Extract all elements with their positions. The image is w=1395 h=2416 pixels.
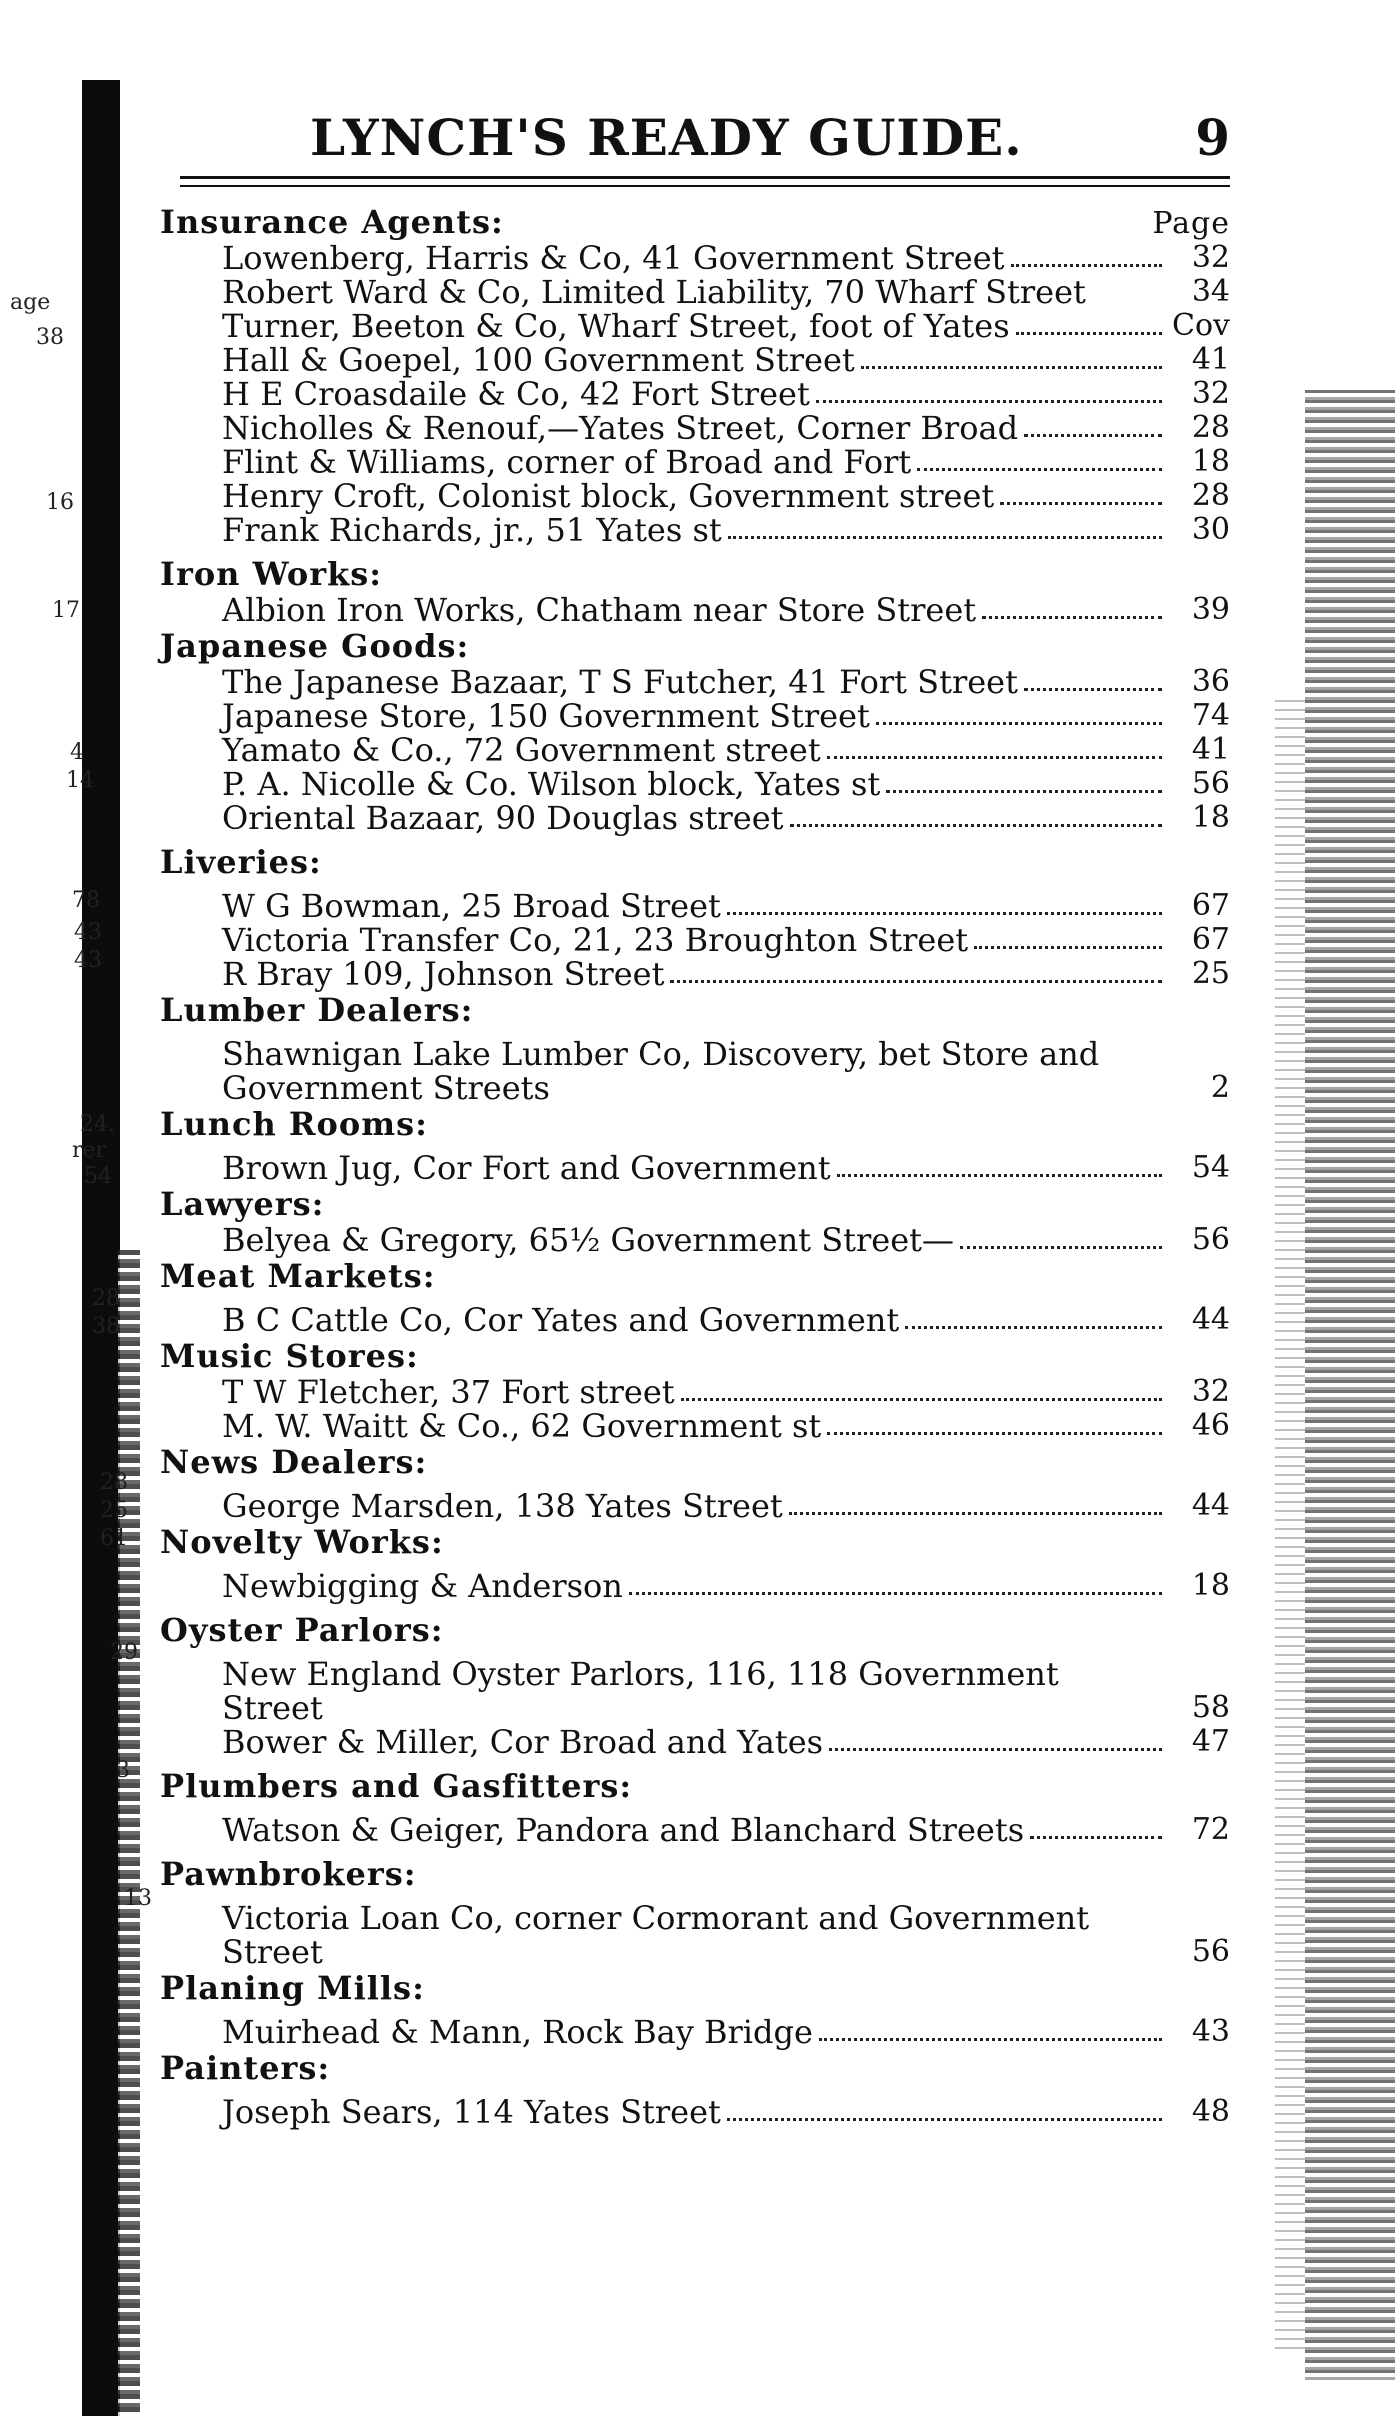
listing-page: 43 [1191,2014,1230,2049]
gutter-text: 16 [46,490,74,515]
running-title: LYNCH'S READY GUIDE. [310,108,1023,167]
listing-page: Cov [1172,308,1230,343]
listing [160,411,1230,445]
listing [160,1813,1230,1847]
listing [160,2015,1230,2049]
leader-dots [876,722,1162,725]
gutter-text: 28 [92,1286,120,1311]
heading-text: Insurance Agents: [160,203,504,241]
listing-page: 67 [1191,922,1230,957]
listing-text: Bower & Miller, Cor Broad and Yates [222,1723,824,1761]
listing-page: 25 [1191,956,1230,991]
header-rule-thin [180,185,1230,187]
listing [160,1375,1230,1409]
heading-text: Japanese Goods: [160,627,470,665]
leader-dots [790,824,1162,827]
listing-page: 54 [1191,1150,1230,1185]
heading-text: Iron Works: [160,555,383,593]
listing-page: 74 [1191,698,1230,733]
directory-page [160,100,1230,2129]
category-heading [160,627,1230,665]
listing-page: 47 [1191,1724,1230,1759]
heading-text: Music Stores: [160,1337,419,1375]
listing [160,665,1230,699]
leader-dots [829,1748,1162,1751]
gutter-text: 78 [72,888,100,913]
listing [160,767,1230,801]
listing-text: Henry Croft, Colonist block, Government street [222,477,995,515]
listing-text: T W Fletcher, 37 Fort street [222,1373,675,1411]
page-edge-right [1305,390,1395,2380]
listing-page: 48 [1191,2094,1230,2129]
listing-page: 39 [1191,592,1230,627]
gutter-text: 14 [66,768,94,793]
listing-page: 18 [1191,1568,1230,1603]
listing [160,1657,1230,1725]
listing [160,1725,1230,1759]
listing [160,377,1230,411]
leader-dots [1016,332,1162,335]
listing-text: Muirhead & Mann, Rock Bay Bridge [222,2013,813,2051]
listing-page: 72 [1191,1812,1230,1847]
heading-text: Lunch Rooms: [160,1105,428,1143]
listing-text: Hall & Goepel, 100 Government Street [222,341,855,379]
heading-text: News Dealers: [160,1443,428,1481]
listing-page: 36 [1191,664,1230,699]
listing [160,1901,1230,1969]
listing [160,1569,1230,1603]
listing [160,1223,1230,1257]
gutter-text: 25 [100,1498,128,1523]
header-rule [180,176,1230,179]
gutter-text: 3 [116,1758,130,1783]
listing-text: R Bray 109, Johnson Street [222,955,665,993]
listing-page: 28 [1191,478,1230,513]
category-heading [160,1185,1230,1223]
gutter-text: age [10,290,51,315]
category-heading [160,1105,1230,1143]
listing [160,889,1230,923]
page-header [160,100,1230,170]
listing-page: 32 [1191,376,1230,411]
page-column-label: Page [1152,206,1230,241]
listing-page: 2 [1210,1070,1230,1105]
listing-text: Albion Iron Works, Chatham near Store Street [222,591,977,629]
leader-dots [728,536,1162,539]
listing-page: 56 [1191,1222,1230,1257]
listing [160,241,1230,275]
leader-dots [960,1246,1162,1249]
listing-text: Newbigging & Anderson [222,1567,623,1605]
gutter-text: 61 [100,1526,128,1551]
gutter-text: 24. [80,1112,115,1137]
listing-page: 18 [1191,800,1230,835]
listing-page: 41 [1191,342,1230,377]
listing-text: Flint & Williams, corner of Broad and Fort [222,443,912,481]
category-heading [160,1443,1230,1481]
listing-page: 30 [1191,512,1230,547]
heading-text: Novelty Works: [160,1523,444,1561]
category-heading [160,203,1230,241]
listing [160,513,1230,547]
listing [160,275,1230,309]
category-heading [160,1337,1230,1375]
listing-text: B C Cattle Co, Cor Yates and Government [222,1301,900,1339]
heading-text: Plumbers and Gasfitters: [160,1767,633,1805]
category-heading [160,843,1230,881]
category-heading [160,1969,1230,2007]
listing-text: George Marsden, 138 Yates Street [222,1487,783,1525]
leader-dots [886,790,1162,793]
listing-text: W G Bowman, 25 Broad Street [222,887,721,925]
category-heading [160,2049,1230,2087]
listing [160,1489,1230,1523]
listing [160,2095,1230,2129]
page-number: 9 [1195,108,1230,167]
leader-dots [905,1326,1162,1329]
listing [160,733,1230,767]
heading-text: Pawnbrokers: [160,1855,417,1893]
category-heading [160,555,1230,593]
listing-text: Watson & Geiger, Pandora and Blanchard Streets [222,1811,1025,1849]
leader-dots [827,1432,1162,1435]
leader-dots [982,616,1162,619]
listing [160,699,1230,733]
listing-text: Japanese Store, 150 Government Street [222,697,870,735]
listing-page: 58 [1191,1690,1230,1725]
leader-dots [727,2118,1162,2121]
listing-text: The Japanese Bazaar, T S Futcher, 41 Fort Street [222,663,1018,701]
listing-page: 46 [1191,1408,1230,1443]
listing-page: 34 [1191,274,1230,309]
category-heading [160,1855,1230,1893]
leader-dots [727,912,1162,915]
listing-text: Nicholles & Renouf,—Yates Street, Corner Broad [222,409,1019,447]
heading-text: Planing Mills: [160,1969,425,2007]
listing-page: 56 [1191,1934,1230,1969]
listing [160,957,1230,991]
binding-edge [118,1250,140,2416]
listing [160,479,1230,513]
leader-dots [1030,1836,1162,1839]
category-heading [160,991,1230,1029]
heading-text: Meat Markets: [160,1257,436,1295]
listing-page: 28 [1191,410,1230,445]
gutter-text: 29 [110,1640,138,1665]
leader-dots [1024,688,1162,691]
gutter-text: 38 [36,325,64,350]
heading-text: Painters: [160,2049,331,2087]
listing-text: Victoria Transfer Co, 21, 23 Broughton Street [222,921,969,959]
listing-text: Yamato & Co., 72 Government street [222,731,821,769]
leader-dots [837,1174,1162,1177]
gutter-text: 4 [70,740,84,765]
category-heading [160,1611,1230,1649]
leader-dots [789,1512,1162,1515]
gutter-text: rer [72,1138,107,1163]
book-spine-shadow [82,80,120,2416]
listing [160,801,1230,835]
listing-text: Shawnigan Lake Lumber Co, Discovery, bet Store and Government Streets [222,1035,1100,1107]
listing-text: Oriental Bazaar, 90 Douglas street [222,799,784,837]
leader-dots [974,946,1162,949]
listing-page: 67 [1191,888,1230,923]
listing [160,309,1230,343]
listing [160,1037,1230,1105]
listing-text: P. A. Nicolle & Co. Wilson block, Yates st [222,765,881,803]
listing [160,1409,1230,1443]
listing [160,445,1230,479]
leader-dots [670,980,1162,983]
listing [160,923,1230,957]
gutter-text: 54 [84,1164,112,1189]
listing [160,593,1230,627]
category-heading [160,1767,1230,1805]
leader-dots [1024,434,1162,437]
listing-text: Turner, Beeton & Co, Wharf Street, foot of Yates [222,307,1010,345]
category-heading [160,1257,1230,1295]
leader-dots [1011,264,1162,267]
category-heading [160,1523,1230,1561]
listing-text: Robert Ward & Co, Limited Liability, 70 Wharf Street [222,273,1086,311]
leader-dots [1000,502,1162,505]
leader-dots [917,468,1162,471]
listing [160,343,1230,377]
gutter-text: 17 [52,598,80,623]
heading-text: Lawyers: [160,1185,325,1223]
listing-text: Victoria Loan Co, corner Cormorant and Government Street [222,1899,1090,1971]
leader-dots [816,400,1162,403]
listing-text: Brown Jug, Cor Fort and Government [222,1149,831,1187]
listing [160,1303,1230,1337]
listing [160,1151,1230,1185]
listing-text: Belyea & Gregory, 65½ Government Street— [222,1221,955,1259]
heading-text: Liveries: [160,843,322,881]
gutter-text: 13 [124,1886,152,1911]
listing-text: Lowenberg, Harris & Co, 41 Government Street [222,239,1005,277]
listing-page: 44 [1191,1488,1230,1523]
listing-text: M. W. Waitt & Co., 62 Government st [222,1407,822,1445]
listing-text: Joseph Sears, 114 Yates Street [222,2093,721,2131]
gutter-text: 38 [92,1314,120,1339]
listing-page: 44 [1191,1302,1230,1337]
listing-page: 32 [1191,240,1230,275]
listing-text: New England Oyster Parlors, 116, 118 Government Street [222,1655,1059,1727]
gutter-text: 43 [74,920,102,945]
leader-dots [629,1592,1162,1595]
heading-text: Lumber Dealers: [160,991,474,1029]
leader-dots [861,366,1162,369]
leader-dots [819,2038,1162,2041]
gutter-text: 43 [74,948,102,973]
listing-text: Frank Richards, jr., 51 Yates st [222,511,722,549]
listing-page: 18 [1191,444,1230,479]
page-edge-shadow [1275,700,1305,2350]
listing-text: H E Croasdaile & Co, 42 Fort Street [222,375,810,413]
leader-dots [827,756,1162,759]
leader-dots [681,1398,1162,1401]
gutter-text: 28 [100,1470,128,1495]
listing-page: 41 [1191,732,1230,767]
heading-text: Oyster Parlors: [160,1611,444,1649]
listing-page: 56 [1191,766,1230,801]
listing-page: 32 [1191,1374,1230,1409]
